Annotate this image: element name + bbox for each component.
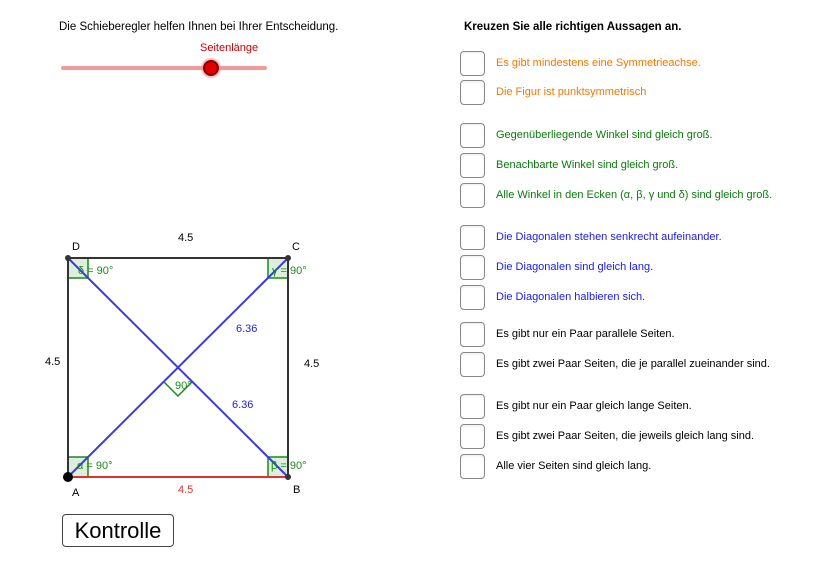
slider-label: Seitenlänge: [200, 42, 259, 54]
vertex-A-point[interactable]: [63, 472, 73, 482]
side-length-bottom: 4.5: [178, 484, 194, 496]
statement-row[interactable]: [460, 151, 678, 179]
diagonal-length-1: 6.36: [236, 323, 258, 335]
angle-label-intersection: 90°: [175, 380, 192, 392]
statement-checkbox[interactable]: [460, 80, 485, 105]
statement-checkbox[interactable]: [460, 424, 485, 449]
statement-text: Gegenüberliegende Winkel sind gleich groß.: [496, 129, 713, 141]
statement-text: Die Diagonalen stehen senkrecht aufeinander.: [496, 231, 722, 243]
vertex-B-point: [285, 474, 291, 480]
vertex-label-B: B: [293, 484, 301, 496]
statement-checkbox[interactable]: [460, 183, 485, 208]
statement-row[interactable]: [460, 283, 645, 311]
vertex-label-D: D: [72, 241, 80, 253]
vertex-C-point: [285, 255, 291, 261]
task-title: Kreuzen Sie alle richtigen Aussagen an.: [464, 21, 682, 33]
statement-row[interactable]: [460, 78, 646, 106]
side-length-top: 4.5: [178, 232, 194, 244]
side-length-right: 4.5: [304, 358, 320, 370]
statement-text: Es gibt zwei Paar Seiten, die jeweils gleich lang sind.: [496, 430, 755, 442]
statement-row[interactable]: [460, 350, 770, 378]
vertex-label-A: A: [72, 487, 80, 499]
instruction-text: Die Schieberegler helfen Ihnen bei Ihrer Entscheidung.: [59, 21, 339, 33]
statement-checkbox[interactable]: [460, 322, 485, 347]
side-length-left: 4.5: [45, 356, 61, 368]
statement-text: Es gibt mindestens eine Symmetrieachse.: [496, 57, 701, 69]
statement-text: Es gibt zwei Paar Seiten, die je parallel zueinander sind.: [496, 358, 770, 370]
statement-text: Die Diagonalen halbieren sich.: [496, 291, 646, 303]
statement-text: Alle Winkel in den Ecken (α, β, γ und δ) sind gleich groß.: [496, 189, 773, 201]
statement-text: Es gibt nur ein Paar gleich lange Seiten.: [496, 400, 692, 412]
statement-row[interactable]: [460, 223, 722, 251]
statement-text: Die Diagonalen sind gleich lang.: [496, 261, 654, 273]
statement-row[interactable]: [460, 49, 701, 77]
statement-checkbox[interactable]: [460, 352, 485, 377]
angle-label-alpha: α = 90°: [77, 460, 113, 472]
statement-row[interactable]: [460, 422, 754, 450]
vertex-label-C: C: [292, 241, 300, 253]
check-button[interactable]: Kontrolle: [62, 514, 174, 547]
statement-text: Die Figur ist punktsymmetrisch: [496, 86, 647, 98]
angle-label-gamma: γ = 90°: [272, 265, 307, 277]
statement-checkbox[interactable]: [460, 225, 485, 250]
statement-row[interactable]: [460, 181, 772, 209]
statement-checkbox[interactable]: [460, 454, 485, 479]
statement-checkbox[interactable]: [460, 51, 485, 76]
statement-checkbox[interactable]: [460, 123, 485, 148]
statement-text: Es gibt nur ein Paar parallele Seiten.: [496, 328, 675, 340]
statement-text: Alle vier Seiten sind gleich lang.: [496, 460, 652, 472]
statement-row[interactable]: [460, 121, 712, 149]
statement-checkbox[interactable]: [460, 255, 485, 280]
vertex-D-point: [65, 255, 71, 261]
statement-row[interactable]: [460, 392, 692, 420]
statement-checkbox[interactable]: [460, 285, 485, 310]
diagonal-length-2: 6.36: [232, 399, 254, 411]
angle-label-delta: δ = 90°: [78, 265, 114, 277]
statement-checkbox[interactable]: [460, 394, 485, 419]
statement-row[interactable]: [460, 320, 675, 348]
statement-text: Benachbarte Winkel sind gleich groß.: [496, 159, 679, 171]
statement-row[interactable]: [460, 452, 651, 480]
statement-row[interactable]: [460, 253, 653, 281]
statement-checkbox[interactable]: [460, 153, 485, 178]
angle-label-beta: β = 90°: [271, 460, 307, 472]
